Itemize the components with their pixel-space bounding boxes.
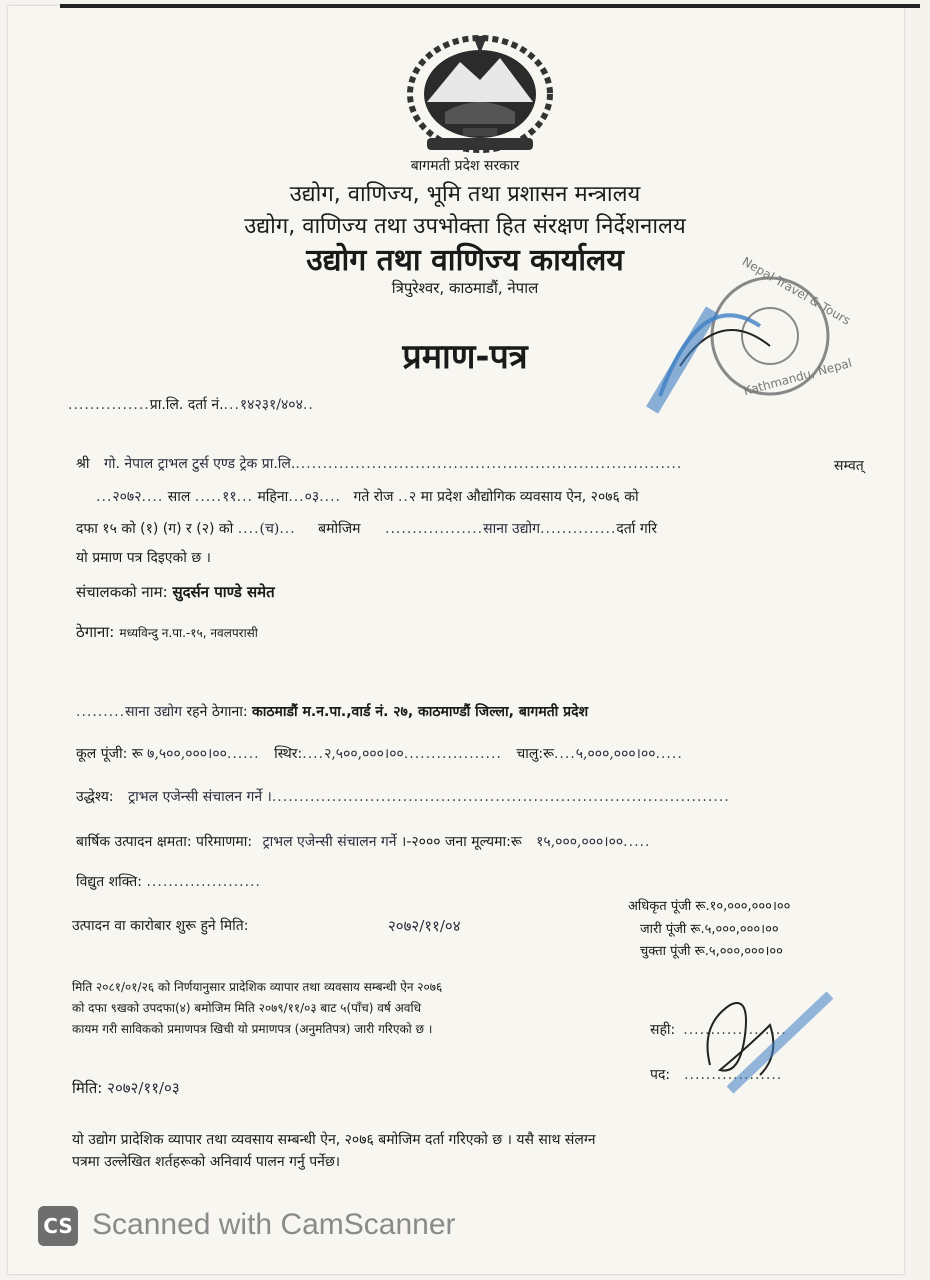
production-price-value: १५,०००,०००।०० [536,834,624,850]
total-capital-label: कूल पूंजी: रू [76,746,143,762]
mahina-label: महिना [257,489,289,505]
start-date-line [72,916,248,935]
official-signature-icon [690,985,850,1100]
fixed-capital-value: २,५००,०००।०० [324,746,404,762]
paid-capital-line [640,941,783,959]
director-label: संचालकको नाम: [76,583,168,601]
fixed-capital-label: स्थिर: [274,746,303,762]
production-qty: ।-२००० जना [401,834,467,850]
location-line: .........साना उद्योग रहने ठेगाना: काठमाडौं म.न.पा.,वार्ड नं. २७, काठमाण्डौं जिल्ला, बागमती प्रदेश [76,704,589,720]
weekday-value: २ [408,489,417,505]
issued-capital-label: जारी पूंजी रू. [640,922,705,937]
paid-capital-value: ५,०००,०००।०० [708,944,783,959]
office-address: त्रिपुरेश्वर, काठमाडौं, नेपाल [391,279,539,297]
location-value: काठमाडौं म.न.पा.,वार्ड नं. २७, काठमाण्डौं जिल्ला, बागमती प्रदेश [252,704,589,720]
issued-capital-line [640,919,779,937]
date-label: मिति: [72,1079,103,1097]
start-date-value: २०७२/११/०४ [388,917,461,935]
production-value: ट्राभल एजेन्सी संचालन गर्ने [262,834,397,850]
production-price-label: मूल्यमा:रू [471,834,522,850]
renewal-note-line-2: को दफा ९खको उपदफा(४) बमोजिम मिति २०७९/११/०३ बाट ५(पाँच) वर्ष अवधि [72,1001,421,1015]
clause-value: (च) [259,521,280,537]
objective-value: ट्राभल एजेन्सी संचालन गर्ने । [128,789,272,805]
production-line: बार्षिक उत्पादन क्षमता: परिमाणमा: ट्राभल एजेन्सी संचालन गर्ने ।-२००० जना मूल्यमा:रू १५,०००,०००।००..... [76,834,651,850]
total-capital-value: ७,५००,०००।०० [147,746,227,762]
office-name: उद्योग तथा वाणिज्य कार्यालय [306,243,624,278]
renewal-note-line-1: मिति २०८१/०१/२६ को निर्णयानुसार प्रादेशिक व्यापार तथा व्यवसाय सम्बन्धी ऐन २०७६ [72,980,443,994]
directorate-name: उद्योग, वाणिज्य तथा उपभोक्ता हित संरक्षण निर्देशनालय [244,214,686,239]
company-name: गो. नेपाल ट्राभल टुर्स एण्ड ट्रेक प्रा.लि. [104,456,296,472]
date-value: २०७२/११/०३ [107,1079,180,1097]
renewal-note-line-3: कायम गरी साविकको प्रमाणपत्र खिची यो प्रमाणपत्र (अनुमतिपत्र) जारी गरिएको छ । [72,1022,433,1036]
body-line-3: दफा १५ को (१) (ग) र (२) को ....(च)... बमोजिम ..................साना उद्योग..............दर्ता गरि [76,521,658,537]
production-label: बार्षिक उत्पादन क्षमता: परिमाणमा: [76,834,253,850]
ministry-name: उद्योग, वाणिज्य, भूमि तथा प्रशासन मन्त्रालय [289,182,641,207]
shree-label: श्री [76,456,90,472]
footer-line-2: पत्रमा उल्लेखित शर्तहरूको अनिवार्य पालन गर्नु पर्नेछ। [72,1154,341,1170]
year-value: २०७२ [112,489,142,505]
power-label: विद्युत शक्ति: [76,874,143,890]
footer-line-1: यो उद्योग प्रादेशिक व्यापार तथा व्यवसाय सम्बन्धी ऐन, २०७६ बमोजिम दर्ता गरिएको छ । यसै साथ संलग्न [72,1132,596,1148]
post-line: पद: .................. [650,1067,783,1083]
date-line [72,1078,180,1098]
section-text: दफा १५ को (१) (ग) र (२) को [76,521,234,537]
signature-label: सही: [650,1022,676,1038]
stamp-text: Nepal Travel & Tours [739,254,853,328]
registration-number: १४२३१/४०४ [239,397,303,413]
camscanner-logo-icon: CS [38,1206,78,1246]
post-label: पद: [650,1067,671,1083]
paid-capital-label: चुक्ता पूंजी रू. [640,944,709,959]
authorized-capital-label: अधिकृत पूंजी रू. [628,899,710,914]
address-label: ठेगाना: [76,623,115,641]
capital-line: कूल पूंजी: रू ७,५००,०००।००...... स्थिर:....२,५००,०००।००.................. चालु:रू....५,०००,०००।००..... [76,746,683,762]
government-name: बागमती प्रदेश सरकार [410,158,520,174]
gate-roj-label: गते रोज [353,489,394,505]
samvat-label: सम्वत् [834,458,864,474]
issued-capital-value: ५,०००,०००।०० [704,922,779,937]
power-line: विद्युत शक्ति: ..................... [76,874,261,890]
bamojim-label: बमोजिम [318,521,361,537]
certificate-title: प्रमाण-पत्र [402,337,528,377]
director-name: सुदर्सन पाण्डे समेत [172,583,275,601]
registration-line: ...............प्रा.लि. दर्ता नं....१४२३१/४०४.. [68,397,314,413]
address-line [76,622,258,642]
camscanner-watermark: Scanned with CamScanner [92,1208,456,1241]
director-line [76,582,275,602]
month-value: ११ [222,489,237,505]
blue-office-stamp-icon [642,300,732,420]
darta-gari-label: दर्ता गरि [616,521,658,537]
current-capital-value: ५,०००,०००।०० [575,746,656,762]
sal-label: साल [167,489,191,505]
location-prefix: साना उद्योग [125,704,182,720]
signature-line: सही: ................... [650,1022,787,1038]
authorized-capital-value: १०,०००,०००।०० [709,899,791,914]
nepal-emblem-icon [405,32,555,154]
objective-line: उद्धेश्य: ट्राभल एजेन्सी संचालन गर्ने ।.................................................................................... [76,789,730,805]
body-line-1: श्री गो. नेपाल ट्राभल टुर्स एण्ड ट्रेक प्रा.लि........................................................................ [76,456,683,472]
body-line-2: ...२०७२.... साल .....११... महिना...०३.... गते रोज ..२ मा प्रदेश औद्योगिक व्यवसाय ऐन, २०७६ को [96,489,639,505]
top-edge [60,4,920,8]
stamp-subtext: Kathmandu, Nepal [742,355,854,399]
address-value: मध्यविन्दु न.पा.-१५, नवलपरासी [119,626,258,640]
industry-type: साना उद्योग [483,521,541,537]
authorized-capital-line [628,896,790,914]
current-capital-label: चालु:रू [516,746,554,762]
location-label: रहने ठेगाना: [186,704,248,720]
issued-line: यो प्रमाण पत्र दिइएको छ । [76,550,211,566]
act-text: मा प्रदेश औद्योगिक व्यवसाय ऐन, २०७६ को [420,489,639,505]
start-date-label: उत्पादन वा कारोबार शुरू हुने मिति: [72,918,249,934]
objective-label: उद्धेश्य: [76,789,114,805]
day-value: ०३ [304,489,320,505]
registration-label: प्रा.लि. दर्ता नं. [149,397,224,413]
